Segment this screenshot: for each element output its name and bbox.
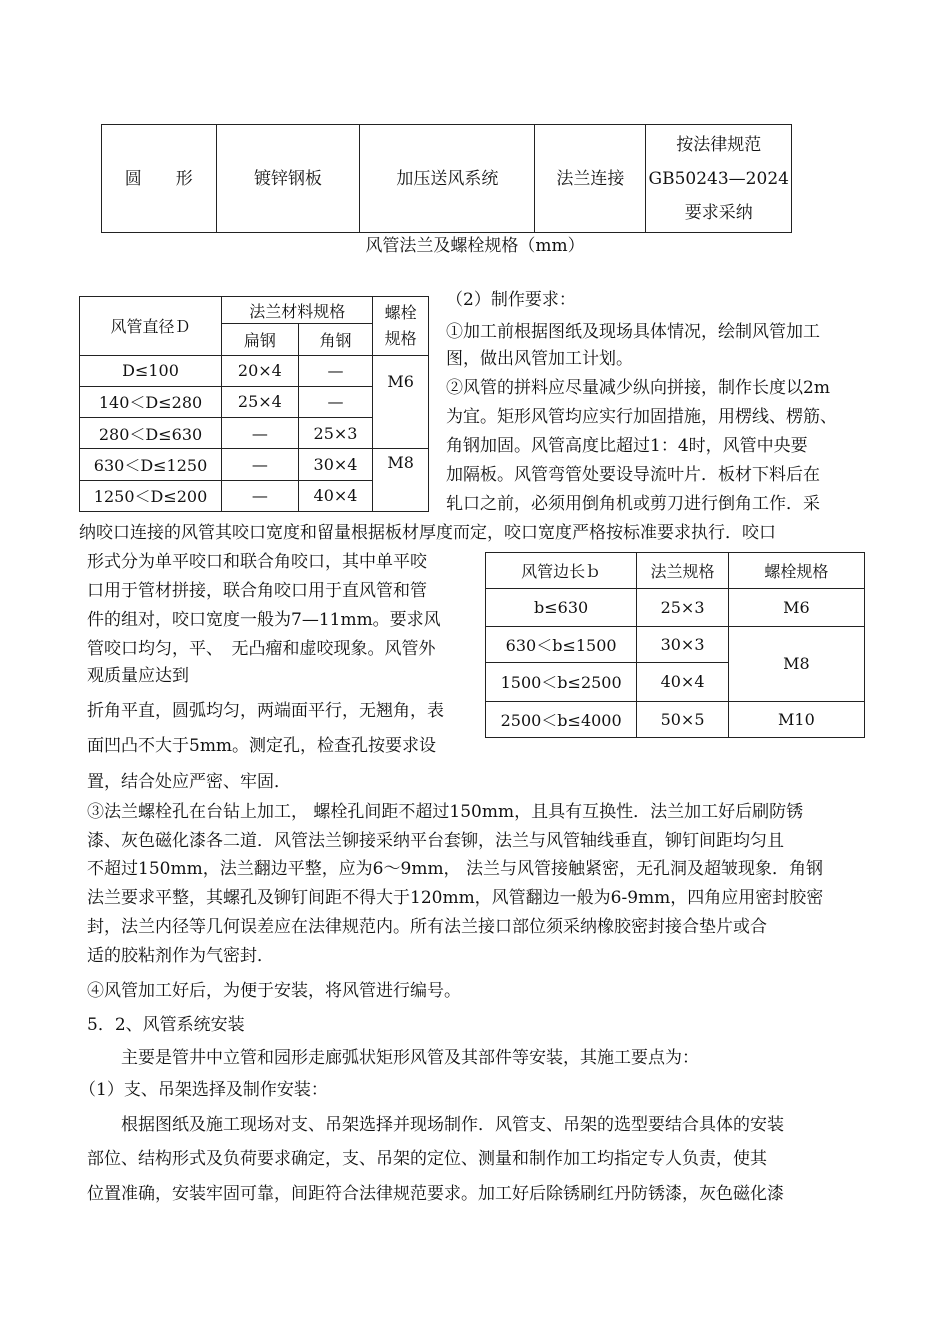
side-length-cell: 2500＜b≤4000 xyxy=(486,701,637,737)
diameter-cell: D≤100 xyxy=(80,355,222,386)
sub-heading: （1）支、吊架选择及制作安装： xyxy=(79,1080,328,1100)
text-line: 根据图纸及施工现场对支、吊架选择并现场制作．风管支、吊架的选型要结合具体的安装 xyxy=(121,1115,784,1135)
text-line: 口用于管材拼接，联合角咬口用于直风管和管 xyxy=(87,581,427,601)
text-line: 观质量应达到 xyxy=(87,666,189,686)
diameter-cell: 630＜D≤1250 xyxy=(80,449,222,480)
header-bolt-line: 规格 xyxy=(384,328,417,348)
text-line: 为宜。矩形风管均应实行加固措施，用楞线、楞筋、 xyxy=(446,407,837,427)
angle-cell: — xyxy=(298,386,373,417)
standard-line: 按法律规范 xyxy=(676,134,762,155)
bolt-m6-cell: M6 xyxy=(373,355,429,449)
flange-cell: 25×3 xyxy=(637,589,729,626)
text-line: 轧口之前，必须用倒角机或剪刀进行倒角工作．采 xyxy=(446,494,820,514)
diameter-cell: 1250＜D≤200 xyxy=(80,480,222,511)
header-angle-steel: 角钢 xyxy=(298,324,373,355)
spec-summary-table xyxy=(101,124,792,233)
header-flange-spec: 法兰规格 xyxy=(637,553,729,589)
header-flat-steel: 扁钢 xyxy=(222,324,299,355)
bolt-m8-cell: M8 xyxy=(728,626,864,701)
text-line: 管咬口均匀，平、 无凸瘤和虚咬现象。风管外 xyxy=(87,639,436,659)
angle-cell: — xyxy=(298,355,373,386)
text-line: ①加工前根据图纸及现场具体情况，绘制风管加工 xyxy=(446,322,820,342)
section-heading: 5．2、风管系统安装 xyxy=(87,1015,245,1035)
system-cell: 加压送风系统 xyxy=(360,125,535,233)
text-line: 折角平直，圆弧均匀，两端面平行，无翘角，表 xyxy=(87,701,444,721)
angle-cell: 25×3 xyxy=(298,418,373,449)
header-flange-material: 法兰材料规格 xyxy=(222,297,373,324)
flange-cell: 30×3 xyxy=(637,626,729,662)
diameter-cell: 280＜D≤630 xyxy=(80,418,222,449)
text-line: ④风管加工好后，为便于安装，将风管进行编号。 xyxy=(87,981,461,1001)
rect-duct-flange-table xyxy=(485,552,865,738)
text-line: 不超过150mm，法兰翻边平整，应为6～9mm， 法兰与风管接触紧密，无孔洞及超皱现象．角钢 xyxy=(87,859,823,879)
text-line: 加隔板。风管弯管处要设导流叶片．板材下料后在 xyxy=(446,465,820,485)
side-length-cell: 1500＜b≤2500 xyxy=(486,663,637,701)
bolt-m10-cell: M10 xyxy=(728,701,864,737)
flat-cell: — xyxy=(222,449,299,480)
bolt-m6-cell: M6 xyxy=(728,589,864,626)
text-line: 漆、灰色磁化漆各二道．风管法兰铆接采纳平台套铆，法兰与风管轴线垂直，铆钉间距均匀且 xyxy=(87,831,784,851)
diameter-cell: 140＜D≤280 xyxy=(80,386,222,417)
flange-cell: 40×4 xyxy=(637,663,729,701)
text-line: 法兰要求平整，其螺孔及铆钉间距不得大于120mm，风管翻边一般为6-9mm，四角应用密封胶密 xyxy=(87,888,824,908)
angle-cell: 40×4 xyxy=(298,480,373,511)
standard-line: 要求采纳 xyxy=(684,202,753,223)
text-line: 位置准确，安装牢固可靠，间距符合法律规范要求。加工好后除锈刷红丹防锈漆，灰色磁化漆 xyxy=(87,1184,784,1204)
text-line: ②风管的拼料应尽量减少纵向拼接，制作长度以2m xyxy=(446,378,830,398)
text-line: 面凹凸不大于5mm。测定孔，检查孔按要求设 xyxy=(87,736,437,756)
text-line: 角钢加固。风管高度比超过1：4时，风管中央要 xyxy=(446,436,808,456)
round-duct-flange-table xyxy=(79,296,429,512)
text-line: 置，结合处应严密、牢固． xyxy=(87,772,291,792)
flat-cell: — xyxy=(222,480,299,511)
shape-cell: 圆 形 xyxy=(102,125,217,233)
text-line: 封，法兰内径等几何误差应在法律规范内。所有法兰接口部位须采纳橡胶密封接合垫片或合 xyxy=(87,917,767,937)
standard-cell xyxy=(646,125,792,233)
text-line: 形式分为单平咬口和联合角咬口，其中单平咬 xyxy=(87,552,427,572)
text-line: 适的胶粘剂作为气密封． xyxy=(87,946,274,966)
text-line: 件的组对，咬口宽度一般为7—11mm。要求风 xyxy=(87,610,441,630)
side-length-cell: 630＜b≤1500 xyxy=(486,626,637,662)
header-bolt-spec: 螺栓规格 xyxy=(728,553,864,589)
side-length-cell: b≤630 xyxy=(486,589,637,626)
text-line: ③法兰螺栓孔在台钻上加工， 螺栓孔间距不超过150mm，且具有互换性．法兰加工好后刷防锈 xyxy=(87,802,804,822)
text-line: 部位、结构形式及负荷要求确定，支、吊架的定位、测量和制作加工均指定专人负责，使其 xyxy=(87,1149,767,1169)
connection-cell: 法兰连接 xyxy=(535,125,646,233)
flange-table-caption: 风管法兰及螺栓规格（mm） xyxy=(365,236,585,256)
bolt-m8-cell: M8 xyxy=(373,449,429,512)
header-diameter: 风管直径Ｄ xyxy=(80,297,222,356)
text-line: （2）制作要求： xyxy=(446,290,576,310)
flat-cell: 20×4 xyxy=(222,355,299,386)
text-line: 图，做出风管加工计划。 xyxy=(446,349,633,369)
flange-cell: 50×5 xyxy=(637,701,729,737)
angle-cell: 30×4 xyxy=(298,449,373,480)
header-bolt-line: 螺栓 xyxy=(384,302,417,322)
flat-cell: — xyxy=(222,418,299,449)
material-cell: 镀锌钢板 xyxy=(216,125,360,233)
flat-cell: 25×4 xyxy=(222,386,299,417)
header-side-length: 风管边长ｂ xyxy=(486,553,637,589)
header-bolt xyxy=(373,297,429,356)
standard-line: GB50243—2024 xyxy=(648,168,789,189)
text-line: 主要是管井中立管和园形走廊弧状矩形风管及其部件等安装，其施工要点为： xyxy=(121,1048,699,1068)
text-line: 纳咬口连接的风管其咬口宽度和留量根据板材厚度而定，咬口宽度严格按标准要求执行．咬口 xyxy=(79,523,776,543)
